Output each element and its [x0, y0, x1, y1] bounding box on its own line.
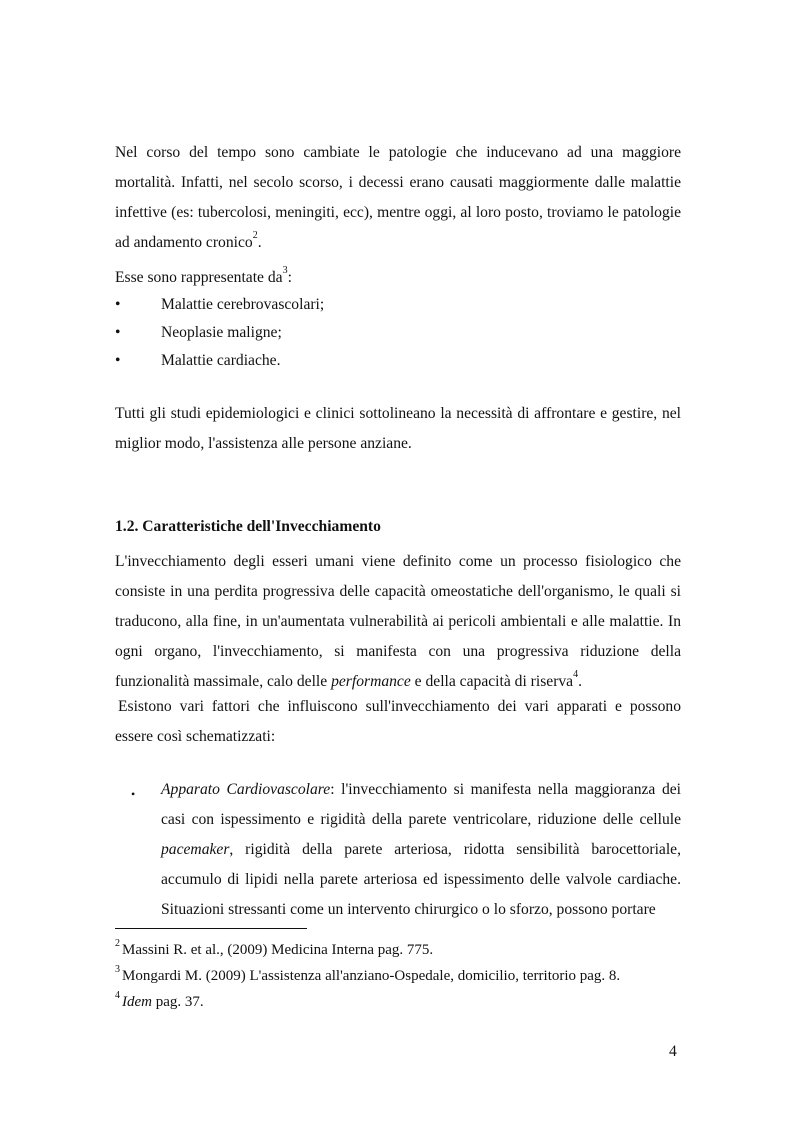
footnote-ref[interactable]: 2	[252, 230, 258, 241]
section-heading: 1.2. Caratteristiche dell'Invecchiamento	[115, 518, 381, 535]
footnote-number: 4	[115, 990, 120, 1001]
emphasis-text: performance	[331, 673, 411, 690]
paragraph-factors: Esistono vari fattori che influiscono sull'invecchiamento dei vari apparati e possono essere così schematizzati:	[115, 698, 681, 745]
bullet-icon: •	[115, 352, 121, 369]
footnote-ref[interactable]: 3	[282, 265, 288, 276]
footnote-text: Massini R. et al., (2009) Medicina Interna pag. 775.	[122, 942, 434, 958]
list-item-text: Malattie cerebrovascolari;	[161, 296, 325, 313]
footnote-ref[interactable]: 4	[573, 669, 579, 680]
footnote	[115, 940, 433, 960]
footnote-emphasis: Idem	[122, 994, 152, 1010]
footnote	[115, 992, 204, 1012]
footnote-divider	[115, 928, 307, 929]
paragraph-text: Esse sono rappresentate da	[115, 269, 283, 286]
paragraph-mortality: Nel corso del tempo sono cambiate le patologie che inducevano ad una maggiore mortalità. Infatti, nel secolo scorso, i decessi erano causati maggiormente dalle malattie infettive (es: tubercolosi, meningiti, ecc), mentre oggi, al loro posto, troviamo le patologie ad andamento cronico$^2$.	[115, 144, 681, 251]
footnote-number: 2	[115, 938, 120, 949]
list-item-text: Neoplasie maligne;	[161, 324, 282, 341]
footnote-number: 3	[115, 964, 120, 975]
paragraph-aging-definition: L'invecchiamento degli esseri umani viene definito come un processo fisiologico che consiste in una perdita progressiva delle capacità omeostatiche dell'organismo, le quali si traducono, alla fine, in un'aumentata vulnerabilità ai pericoli ambientali e alle malattie. In ogni organo, l'invecchiamento, si manifesta con una progressiva riduzione della funzionalità massimale, calo delle performance e della capacità di riserva$^4$.	[115, 553, 681, 690]
footnote-text: pag. 37.	[152, 994, 204, 1010]
bullet-icon: •	[115, 296, 121, 313]
paragraph-intro-list: Esse sono rappresentate $da^3$:	[115, 265, 292, 286]
footnote	[115, 966, 620, 986]
item-label: Apparato Cardiovascolare	[161, 781, 331, 798]
list-item-cardiovascular: Apparato Cardiovascolare: l'invecchiamento si manifesta nella maggioranza dei casi con ispessimento e rigidità della parete ventricolare, riduzione delle cellule pacemaker, rigidità della parete arteriosa, ridotta sensibilità barocettoriale, accumulo di lipidi nella parete arteriosa ed ispessimento delle valvole cardiache. Situazioni stressanti come un intervento chirurgico o lo sforzo, possono portare	[161, 781, 682, 918]
paragraph-studies: Tutti gli studi epidemiologici e clinici sottolineano la necessità di affrontare e gestire, nel miglior modo, l'assistenza alle persone anziane.	[115, 405, 681, 452]
emphasis-text: pacemaker	[161, 841, 230, 858]
list-item-text: Malattie cardiache.	[161, 352, 281, 369]
page-number: 4	[669, 1043, 677, 1060]
footnote-text: Mongardi M. (2009) L'assistenza all'anziano-Ospedale, domicilio, territorio pag. 8.	[122, 968, 621, 984]
bullet-icon: •	[115, 324, 121, 341]
bullet-icon: •	[131, 787, 136, 801]
paragraph-text: Nel corso del tempo sono cambiate le patologie che inducevano ad una maggiore mortalità. Infatti, nel secolo scorso, i decessi erano causati maggiormente dalle malattie infettive (es: tubercolosi, meningiti, ecc), mentre oggi, al loro posto, troviamo le patologie ad andamento cronico	[115, 144, 681, 251]
